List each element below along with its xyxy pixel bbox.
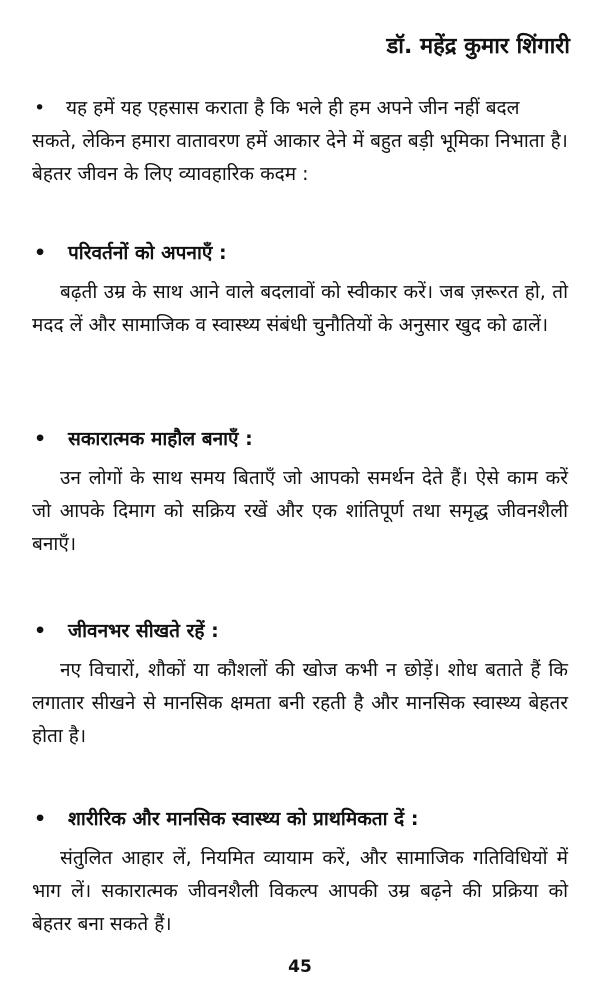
intro-paragraph — [32, 92, 568, 191]
section-lifelong-learning — [32, 616, 568, 753]
intro-text: यह हमें यह एहसास कराता है कि भले ही हम अपने जीन नहीं बदल सकते, लेकिन हमारा वातावरण हमें आकार देने में बहुत बड़ी भूमिका निभाता है। बेहतर जीवन के लिए व्यावहारिक कदम : — [32, 97, 568, 185]
section-body: नए विचारों, शौकों या कौशलों की खोज कभी न छोड़ें। शोध बताते हैं कि लगातार सीखने से मानसिक क्षमता बनी रहती है और मानसिक स्वास्थ्य बेहतर होता है। — [32, 659, 568, 747]
bullet-icon: • — [34, 97, 46, 119]
page-number: 45 — [288, 957, 312, 977]
section-health-priority — [32, 804, 568, 941]
bullet-icon: • — [34, 808, 47, 830]
section-heading-row — [32, 238, 568, 268]
section-heading: सकारात्मक माहौल बनाएँ : — [68, 428, 253, 450]
section-positive-environment — [32, 424, 568, 561]
section-body: उन लोगों के साथ समय बिताएँ जो आपको समर्थन देते हैं। ऐसे काम करें जो आपके दिमाग को सक्रिय रखें और एक शांतिपूर्ण तथा समृद्ध जीवनशैली बनाएँ। — [32, 467, 568, 555]
running-header-author: डॉ. महेंद्र कुमार शिंगारी — [386, 34, 570, 59]
bullet-icon: • — [34, 428, 47, 450]
section-embrace-change — [32, 238, 568, 342]
section-heading: परिवर्तनों को अपनाएँ : — [68, 242, 227, 264]
section-body: बढ़ती उम्र के साथ आने वाले बदलावों को स्वीकार करें। जब ज़रूरत हो, तो मदद लें और सामाजिक व स्वास्थ्य संबंधी चुनौतियों के अनुसार खुद को ढालें। — [32, 281, 568, 336]
bullet-icon: • — [34, 242, 47, 264]
bullet-icon: • — [34, 620, 47, 642]
section-heading-row — [32, 616, 568, 646]
section-heading-row — [32, 424, 568, 454]
section-heading: जीवनभर सीखते रहें : — [68, 620, 219, 642]
section-body: संतुलित आहार लें, नियमित व्यायाम करें, और सामाजिक गतिविधियों में भाग लें। सकारात्मक जीवनशैली विकल्प आपकी उम्र बढ़ने की प्रक्रिया को बेहतर बना सकते हैं। — [32, 847, 568, 935]
section-heading-row — [32, 804, 568, 834]
section-heading: शारीरिक और मानसिक स्वास्थ्य को प्राथमिकता दें : — [68, 808, 419, 830]
